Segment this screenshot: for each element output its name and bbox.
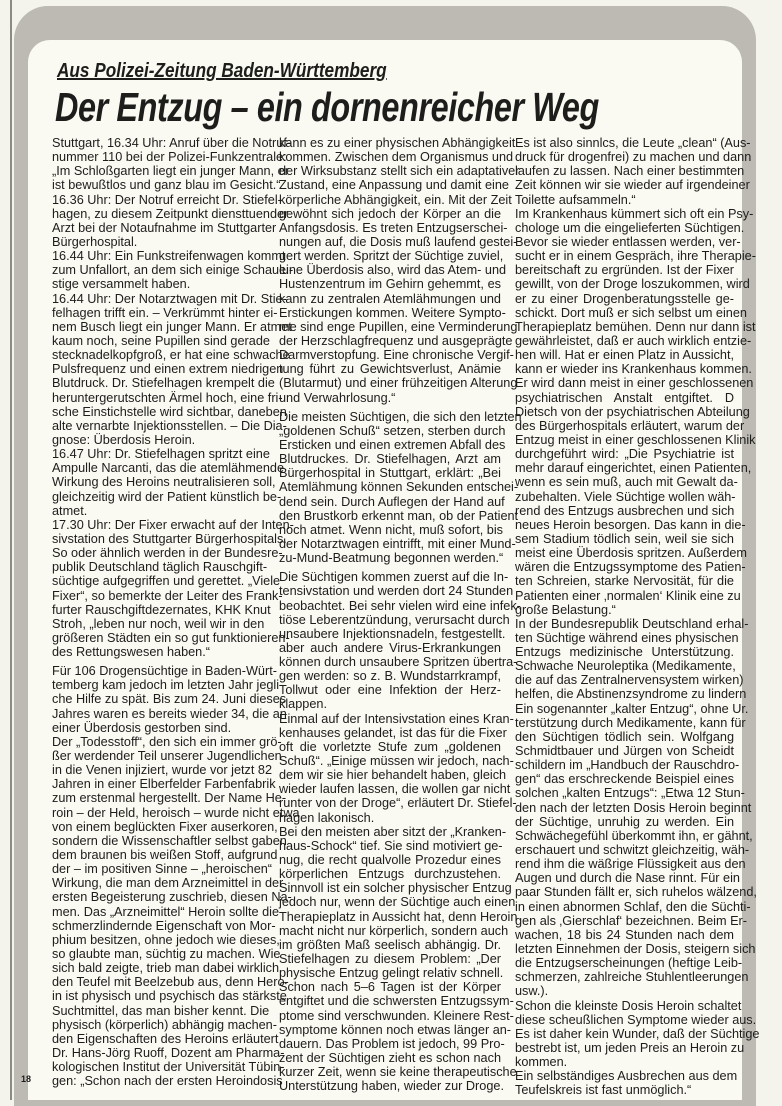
text-line: aber auch andere Virus-Erkrankungen <box>279 640 501 655</box>
text-line: Die meisten Süchtigen, die sich den letzten <box>279 409 522 424</box>
text-line: Schwächegefühl überkommt ihn, er gähnt, <box>515 828 753 843</box>
text-line: dem braunen bis weißen Stoff, aufgrund <box>52 848 278 863</box>
text-line: hen will. Hat er einen Platz in Aussicht, <box>515 348 734 363</box>
paragraph <box>52 664 287 735</box>
text-line: eine Überdosis also, wird das Atem- und <box>279 263 507 278</box>
text-line: tensivstation und werden dort 24 Stunden <box>279 584 514 599</box>
text-line: den Eigenschaften des Heroins erläutert <box>52 1031 279 1046</box>
text-line: unsaubere Injektionsnadeln, festgestellt. <box>279 626 506 641</box>
text-line: gen“ das erschreckende Beispiel eines <box>515 772 734 787</box>
paragraph <box>52 734 300 1089</box>
text-line: Schmidtbauer und Jürgen von Scheidt <box>515 744 734 759</box>
text-line: meist eine Überdosis spritzen. Außerdem <box>515 546 747 561</box>
text-line: So oder ähnlich werden in der Bundesre- <box>52 546 283 561</box>
text-line: Ein selbständiges Ausbrechen aus dem <box>515 1069 738 1084</box>
text-line: sivstation des Stuttgarter Bürgerhospitals. <box>52 531 287 546</box>
text-line: zum erstenmal hergestellt. Der Name He- <box>52 791 287 806</box>
text-line: des Rettungswesen haben.“ <box>52 645 210 660</box>
text-line: macht nicht nur körperlich, sondern auch <box>279 923 509 938</box>
text-line: wieder laufen lassen, die wollen gar nicht <box>279 782 511 797</box>
text-line: Ersticken und einen extremen Abfall des <box>279 437 506 452</box>
text-line: runter von der Droge“, erläutert Dr. Stiefel- <box>279 796 517 811</box>
text-line: stecknadelkopfgroß, er hat eine schwache <box>52 348 290 363</box>
text-line: Es ist also sinnlcs, die Leute „clean“ (Aus- <box>515 136 751 150</box>
text-line: Entzugs medizinische Unterstützung. <box>515 645 734 660</box>
text-line: felhagen trifft ein. – Verkrümmt hinter ei- <box>52 305 278 320</box>
text-line: Darmverstopfung. Eine chronische Vergif- <box>279 348 514 363</box>
text-line: kurzer Zeit, wenn sie keine therapeutische <box>279 1065 517 1080</box>
text-line: Blutdruck. Dr. Stiefelhagen krempelt die <box>52 376 275 391</box>
text-line: sem Stadium tödlich sein, weil sie sich <box>515 531 734 546</box>
text-line: 16.36 Uhr: Der Notruf erreicht Dr. Stiefel- <box>52 192 282 207</box>
text-line: heruntergerutschten Ärmel hoch, eine fri- <box>52 390 283 405</box>
text-line: von einem beglückten Fixer auserkoren, <box>52 819 278 834</box>
text-line: kann er wieder ins Krankenhaus kommen. <box>515 362 752 377</box>
text-line: Einmal auf der Intensivstation eines Kran- <box>279 711 514 726</box>
text-line: im größten Maß seelisch abhängig. Dr. <box>279 937 501 952</box>
text-line: in ist physisch und psychisch das stärkste <box>52 989 287 1004</box>
text-line: gleichzeitig wird der Patient künstlich be- <box>52 489 282 504</box>
text-line: schickt. Dort muß er sich selbst um einen <box>515 305 747 320</box>
text-line: der Notarztwagen eintrifft, mit einer Mund- <box>279 536 516 551</box>
text-line: Wirkung des Heroins neutralisieren soll, <box>52 475 276 490</box>
paragraph <box>52 291 292 448</box>
text-line: rend ihm die wäßrige Flüssigkeit aus den <box>515 857 746 872</box>
text-line: sucht er in einem Gespräch, ihre Therapie- <box>515 249 756 264</box>
text-line: Anfangsdosis. Es treten Entzugserschei- <box>279 220 508 235</box>
text-line: Schon die kleinste Dosis Heroin schaltet <box>515 998 742 1013</box>
text-line: große Belastung.“ <box>515 602 616 617</box>
text-line: mehr darauf eingerichtet, einen Patienten, <box>515 461 752 476</box>
text-line: ten Süchtige während eines physischen <box>515 630 739 645</box>
text-line: die auf das Zentralnervensystem wirken) <box>515 673 744 688</box>
text-line: neues Heroin besorgen. Das kann in die- <box>515 517 746 532</box>
article-title: Der Entzug – ein dornenreicher Weg <box>55 84 599 130</box>
text-line: kommen. <box>515 1055 568 1070</box>
paragraph <box>52 192 289 250</box>
text-line: kologischen Institut der Universität Tübin- <box>52 1060 285 1075</box>
text-line: beobachtet. Bei sehr vielen wird eine infek- <box>279 598 521 613</box>
text-line: zu-Mund-Beatmung begonnen werden.“ <box>279 551 504 566</box>
text-line: schildern im „Handbuch der Rauschdro- <box>515 758 740 773</box>
text-line: erschauert und schwitzt gleichzeitig, wäh- <box>515 843 750 858</box>
text-line: laufen zu lassen. Nach einer bestimmten <box>515 164 745 179</box>
text-line: che Hilfe zu spät. Bis zum 24. Juni dieses <box>52 692 287 707</box>
text-line: durchgeführt wird: „Die Psychiatrie ist <box>515 447 734 462</box>
text-line: Atemlähmung können Sekunden entschei- <box>279 480 519 495</box>
text-line: gewillt, von der Droge loszukommen, wird <box>515 277 750 292</box>
text-line: Blutdruckes. Dr. Stiefelhagen, Arzt am <box>279 452 501 467</box>
text-line: Zustand, eine Anpassung und damit eine <box>279 178 509 193</box>
article-column-3 <box>515 136 760 1098</box>
text-line: furter Rauschgiftdezernates, KHK Knut <box>52 602 271 617</box>
text-line: Therapieplatz in Aussicht hat, denn Heroin <box>279 909 518 924</box>
text-line: Der „Todesstoff“, den sich ein immer grö- <box>52 734 282 749</box>
text-line: nem Busch liegt ein junger Mann. Er atmet <box>52 319 292 334</box>
text-line: in die Venen injiziert, wurde vor jetzt 82 <box>52 763 273 778</box>
text-line: kann zu zentralen Atemlähmungen und <box>279 291 501 306</box>
text-line: phium besitzen, ohne jedoch wie dieses, <box>52 932 280 947</box>
text-line: „Im Schloßgarten liegt ein junger Mann, er <box>52 164 289 179</box>
text-line: Augen und durch die Nase rinnt. Für ein <box>515 871 740 886</box>
text-line: Bevor sie wieder entlassen werden, ver- <box>515 234 741 249</box>
text-line: oft die vorletzte Stufe zum „goldenen <box>279 739 501 754</box>
text-line: Arzt bei der Notaufnahme im Stuttgarter <box>52 220 277 235</box>
text-line: Fixer“, so bemerkte der Leiter des Frank- <box>52 588 283 603</box>
text-line: Bei den meisten aber sitzt der „Kranken- <box>279 824 507 839</box>
text-line: er zu einer Drogenberatungsstelle ge- <box>515 291 734 306</box>
text-line: Bürgerhospital in Stuttgart, erklärt: „Bei <box>279 466 501 481</box>
text-line: Ampulle Narcanti, das die atemlähmende <box>52 461 285 476</box>
text-line: Es ist daher kein Wunder, daß der Süchtige <box>515 1026 760 1041</box>
text-line: Er wird dann meist in einer geschlossenen <box>515 376 754 391</box>
text-line: kann es zu einer physischen Abhängigkeit <box>279 136 516 150</box>
text-line: publik Deutschland täglich Rauschgift- <box>52 560 268 575</box>
text-line: tiöse Leberentzündung, verursacht durch <box>279 612 510 627</box>
text-line: roin – der Held, heroisch – wurde nicht etwa <box>52 805 300 820</box>
text-line: Stuttgart, 16.34 Uhr: Anruf über die Notruf- <box>52 136 292 150</box>
text-line: haus-Schock“ tief. Sie sind motiviert ge- <box>279 838 503 853</box>
paragraph <box>515 998 760 1070</box>
text-line: klappen. <box>279 697 327 712</box>
text-line: Patienten einer ‚normalen‘ Klinik eine zu <box>515 588 741 603</box>
text-line: gewährleistet, daß er auch wirklich entzie- <box>515 333 752 348</box>
text-line: Jahres waren es bereits wieder 34, die an <box>52 706 287 721</box>
text-line: zent der Süchtigen zieht es schon nach <box>279 1051 501 1065</box>
paragraph <box>52 249 294 292</box>
text-line: kenhauses gelandet, ist das für die Fixer <box>279 725 507 740</box>
text-line: können durch unsaubere Spritzen übertra- <box>279 655 518 670</box>
text-line: „goldenen Schuß“ setzen, sterben durch <box>279 423 506 438</box>
article-column-1 <box>52 136 300 1089</box>
text-line: gen: „Schon nach der ersten Heroindosis <box>52 1074 283 1089</box>
paragraph <box>52 447 285 518</box>
text-line: usw.). <box>515 984 549 999</box>
text-line: wären die Entzugssymptome des Patien- <box>515 560 746 575</box>
text-line: physisch (körperlich) abhängig machen- <box>52 1017 277 1032</box>
text-line: zubehalten. Viele Süchtige wollen wäh- <box>515 489 736 504</box>
text-line: Stroh, „leben nur noch, weil wir in den <box>52 616 265 631</box>
text-line: diese scheußlichen Symptome wieder aus. <box>515 1012 757 1027</box>
text-line: temberg kam jedoch im letzten Jahr jegli- <box>52 678 284 693</box>
text-line: me sind enge Pupillen, eine Verminderung <box>279 319 518 334</box>
text-line: men. Das „Arzneimittel“ Heroin sollte die <box>52 904 280 919</box>
paragraph <box>279 570 521 712</box>
paragraph <box>279 136 520 405</box>
text-line: hagen lakonisch. <box>279 810 375 825</box>
text-line: dauern. Das Problem ist jedoch, 99 Pro- <box>279 1036 505 1051</box>
text-line: 16.44 Uhr: Der Notarztwagen mit Dr. Stie- <box>52 291 287 306</box>
text-line: den Brustkorb erkennt man, ob der Patient <box>279 508 519 523</box>
text-line: die Entzugserscheinungen (heftige Leib- <box>515 956 743 971</box>
text-line: Für 106 Drogensüchtige in Baden-Würt- <box>52 664 277 679</box>
text-line: Bürgerhospital. <box>52 234 138 249</box>
text-line: der – im positiven Sinne – „heroischen“ <box>52 862 273 877</box>
text-line: paar Stunden fällt er, sich ruhelos wälzend, <box>515 885 757 900</box>
text-line: nug, die recht qualvolle Prozedur eines <box>279 853 501 868</box>
text-line: Stiefelhagen zu diesem Problem: „Der <box>279 952 501 967</box>
text-line: wachen, 18 bis 24 Stunden nach dem <box>515 927 734 942</box>
paragraph <box>279 409 522 566</box>
text-line: zum Unfallort, an dem sich einige Schaulu- <box>52 263 294 278</box>
text-line: stige versammelt haben. <box>52 277 191 292</box>
text-line: körperliche Abhängigkeit, ein. Mit der Zeit <box>279 192 512 207</box>
text-line: ptome sind verschwunden. Kleinere Rest- <box>279 1008 514 1023</box>
text-line: sche Einstichstelle wird sichtbar, daneben <box>52 404 287 419</box>
text-line: größeren Städten ein so gut funktionieren- <box>52 630 290 645</box>
text-line: wenn es sein muß, auch mit Gewalt da- <box>515 475 738 490</box>
paragraph <box>279 824 518 1094</box>
text-line: In der Bundesrepublik Deutschland erhal- <box>515 616 749 631</box>
text-line: körperlichen Entzugs durchzustehen. <box>279 867 501 882</box>
text-line: kaum noch, seine Pupillen sind gerade <box>52 333 270 348</box>
text-line: der Wirksubstanz stellt sich ein adaptativer <box>279 164 520 179</box>
text-line: Therapieplatz bemühen. Denn nur dann ist <box>515 319 756 334</box>
text-line: 16.44 Uhr: Ein Funkstreifenwagen kommt <box>52 249 286 264</box>
text-line: rend des Entzugs ausbrechen und sich <box>515 503 735 518</box>
text-line: Toilette aufsammeln.“ <box>515 192 636 207</box>
text-line: helfen, die Abstinenzsyndrome zu lindern <box>515 687 747 702</box>
text-line: (Blutarmut) und einer frühzeitigen Alterung <box>279 376 518 391</box>
text-line: Jahren in einer Elberfelder Farbenfabrik <box>52 777 276 792</box>
text-line: ßer werdender Teil unserer Jugendlichen <box>52 749 282 764</box>
text-line: 16.47 Uhr: Dr. Stiefelhagen spritzt eine <box>52 447 270 462</box>
text-line: symptome können noch etwas länger an- <box>279 1022 512 1037</box>
text-line: 17.30 Uhr: Der Fixer erwacht auf der Inten- <box>52 517 294 532</box>
text-line: gen werden: so z. B. Wundstarrkrampf, <box>279 669 501 684</box>
text-line: Dr. Hans-Jörg Ruoff, Dozent am Pharma- <box>52 1046 285 1060</box>
text-line: schmerzen, zahlreiche Stuhlentleerungen <box>515 970 749 985</box>
text-line: dend sein. Durch Auflegen der Hand auf <box>279 494 505 509</box>
text-line: den nach der letzten Dosis Heroin beginnt <box>515 800 752 815</box>
text-line: Entzug meist in einer geschlossenen Klinik <box>515 432 756 447</box>
text-line: Sinnvoll ist ein solcher physischer Entzug <box>279 881 512 896</box>
text-line: nungen auf, die Dosis muß laufend gestei- <box>279 234 518 249</box>
paragraph <box>515 206 756 617</box>
text-line: hagen, zu diesem Zeitpunkt diensttuender <box>52 206 289 221</box>
text-line: druck für drogenfrei) zu machen und dann <box>515 150 752 165</box>
text-line: noch atmet. Wenn nicht, muß sofort, bis <box>279 522 504 537</box>
text-line: dem wir sie hier behandelt haben, gleich <box>279 768 507 783</box>
paragraph <box>515 1069 738 1098</box>
text-line: Hustenzentrum im Gehirn gehemmt, es <box>279 277 501 292</box>
text-line: ten Schreien, starke Nervosität, für die <box>515 574 734 589</box>
text-line: kommen. Zwischen dem Organismus und <box>279 150 514 165</box>
text-line: nummer 110 bei der Polizei-Funkzentrale: <box>52 150 287 165</box>
text-line: Schon nach 5–6 Tagen ist der Körper <box>279 980 501 995</box>
text-line: sich bald zeigte, trieb man dabei wirklich <box>52 961 280 976</box>
paragraph <box>279 711 517 825</box>
text-line: Erstickungen kommen. Weitere Sympto- <box>279 305 506 320</box>
text-line: psychiatrischen Anstalt entgiftet. D <box>515 390 734 405</box>
text-line: letzten Einnehmen der Dosis, steigern sich <box>515 942 756 957</box>
text-line: der Herzschlagfrequenz und ausgeprägte <box>279 333 513 348</box>
text-line: der Süchtige, unruhig zu werden. Ein <box>515 814 734 829</box>
text-line: terstützung durch Medikamente, kann für <box>515 715 746 730</box>
text-line: physische Entzug gelingt relativ schnell. <box>279 966 504 981</box>
text-line: Schuß“. „Einige müssen wir jedoch, nach- <box>279 754 514 769</box>
text-line: sondern die Wissenschaftler selbst gaben <box>52 833 287 848</box>
paragraph <box>52 136 292 193</box>
text-line: bestrebt ist, um jeden Preis an Heroin zu <box>515 1041 745 1055</box>
text-line: atmet. <box>52 503 88 518</box>
article-column-2 <box>279 136 522 1094</box>
text-line: alte vernarbte Injektionsstellen. – Die Dia- <box>52 418 287 433</box>
text-line: Zeit können wir sie wieder auf irgendeiner <box>515 178 750 193</box>
text-line: Ein sogenannter „kalter Entzug“, ohne Ur. <box>515 701 749 716</box>
text-line: chologe um die eingelieferten Süchtigen. <box>515 220 745 235</box>
text-line: einer Überdosis gestorben sind. <box>52 720 232 735</box>
text-line: tung führt zu Gewichtsverlust, Anämie <box>279 362 501 377</box>
text-line: Suchtmittel, das man bisher kennt. Die <box>52 1003 270 1018</box>
text-line: Unterstützung haben, wieder zur Droge. <box>279 1079 504 1094</box>
text-line: schmerzlindernde Eigenschaft von Mor- <box>52 918 276 933</box>
text-line: ersten Begeisterung zuschrieb, diesen Na- <box>52 890 292 905</box>
paragraph <box>52 517 294 660</box>
article-kicker: Aus Polizei-Zeitung Baden-Württemberg <box>57 60 387 82</box>
text-line: gnose: Überdosis Heroin. <box>52 432 196 447</box>
text-line: gert werden. Spritzt der Süchtige zuviel, <box>279 249 504 264</box>
text-line: den Teufel mit Beelzebub aus, denn Hero- <box>52 975 289 990</box>
text-line: in einen abnormen Schlaf, den die Süchti- <box>515 899 751 914</box>
text-line: solchen „kalten Entzugs“: „Etwa 12 Stun- <box>515 786 745 801</box>
text-line: den Süchtigen tödlich sein. Wolfgang <box>515 729 734 744</box>
scan-edge-line <box>10 0 12 1100</box>
page-number: 18 <box>21 1074 32 1084</box>
text-line: entgiftet und die schwersten Entzugssym- <box>279 994 514 1009</box>
text-line: süchtige aufgegriffen und gerettet. „Viele <box>52 574 281 589</box>
text-line: Teufelskreis ist fast unmöglich.“ <box>515 1083 692 1098</box>
text-line: des Bürgerhospitals erläutert, warum der <box>515 418 745 433</box>
text-line: Im Krankenhaus kümmert sich oft ein Psy- <box>515 206 754 221</box>
text-line: Tollwut oder eine Infektion der Herz- <box>279 683 501 698</box>
text-line: gewöhnt sich jedoch der Körper an die <box>279 206 501 221</box>
text-line: und Verwahrlosung.“ <box>279 390 396 405</box>
text-line: Wirkung, die man dem Arzneimittel in der <box>52 876 284 891</box>
paragraph <box>515 616 757 999</box>
text-line: Dietsch von der psychiatrischen Abteilung <box>515 404 750 419</box>
text-line: jedoch nur, wenn der Süchtige auch einen <box>279 895 516 910</box>
text-line: Die Süchtigen kommen zuerst auf die In- <box>279 570 509 585</box>
text-line: gen als ‚Gierschlaf‘ bezeichnen. Beim Er- <box>515 913 748 928</box>
text-line: ist bewußtlos und ganz blau im Gesicht.“ <box>52 178 281 193</box>
text-line: Pulsfrequenz und einen extrem niedrigen <box>52 362 284 377</box>
paragraph <box>515 136 752 207</box>
text-line: bereitschaft zu ergründen. Ist der Fixer <box>515 263 734 278</box>
text-line: Schwache Neuroleptika (Medikamente, <box>515 659 736 674</box>
text-line: so glaubte man, süchtig zu machen. Wie <box>52 947 281 962</box>
